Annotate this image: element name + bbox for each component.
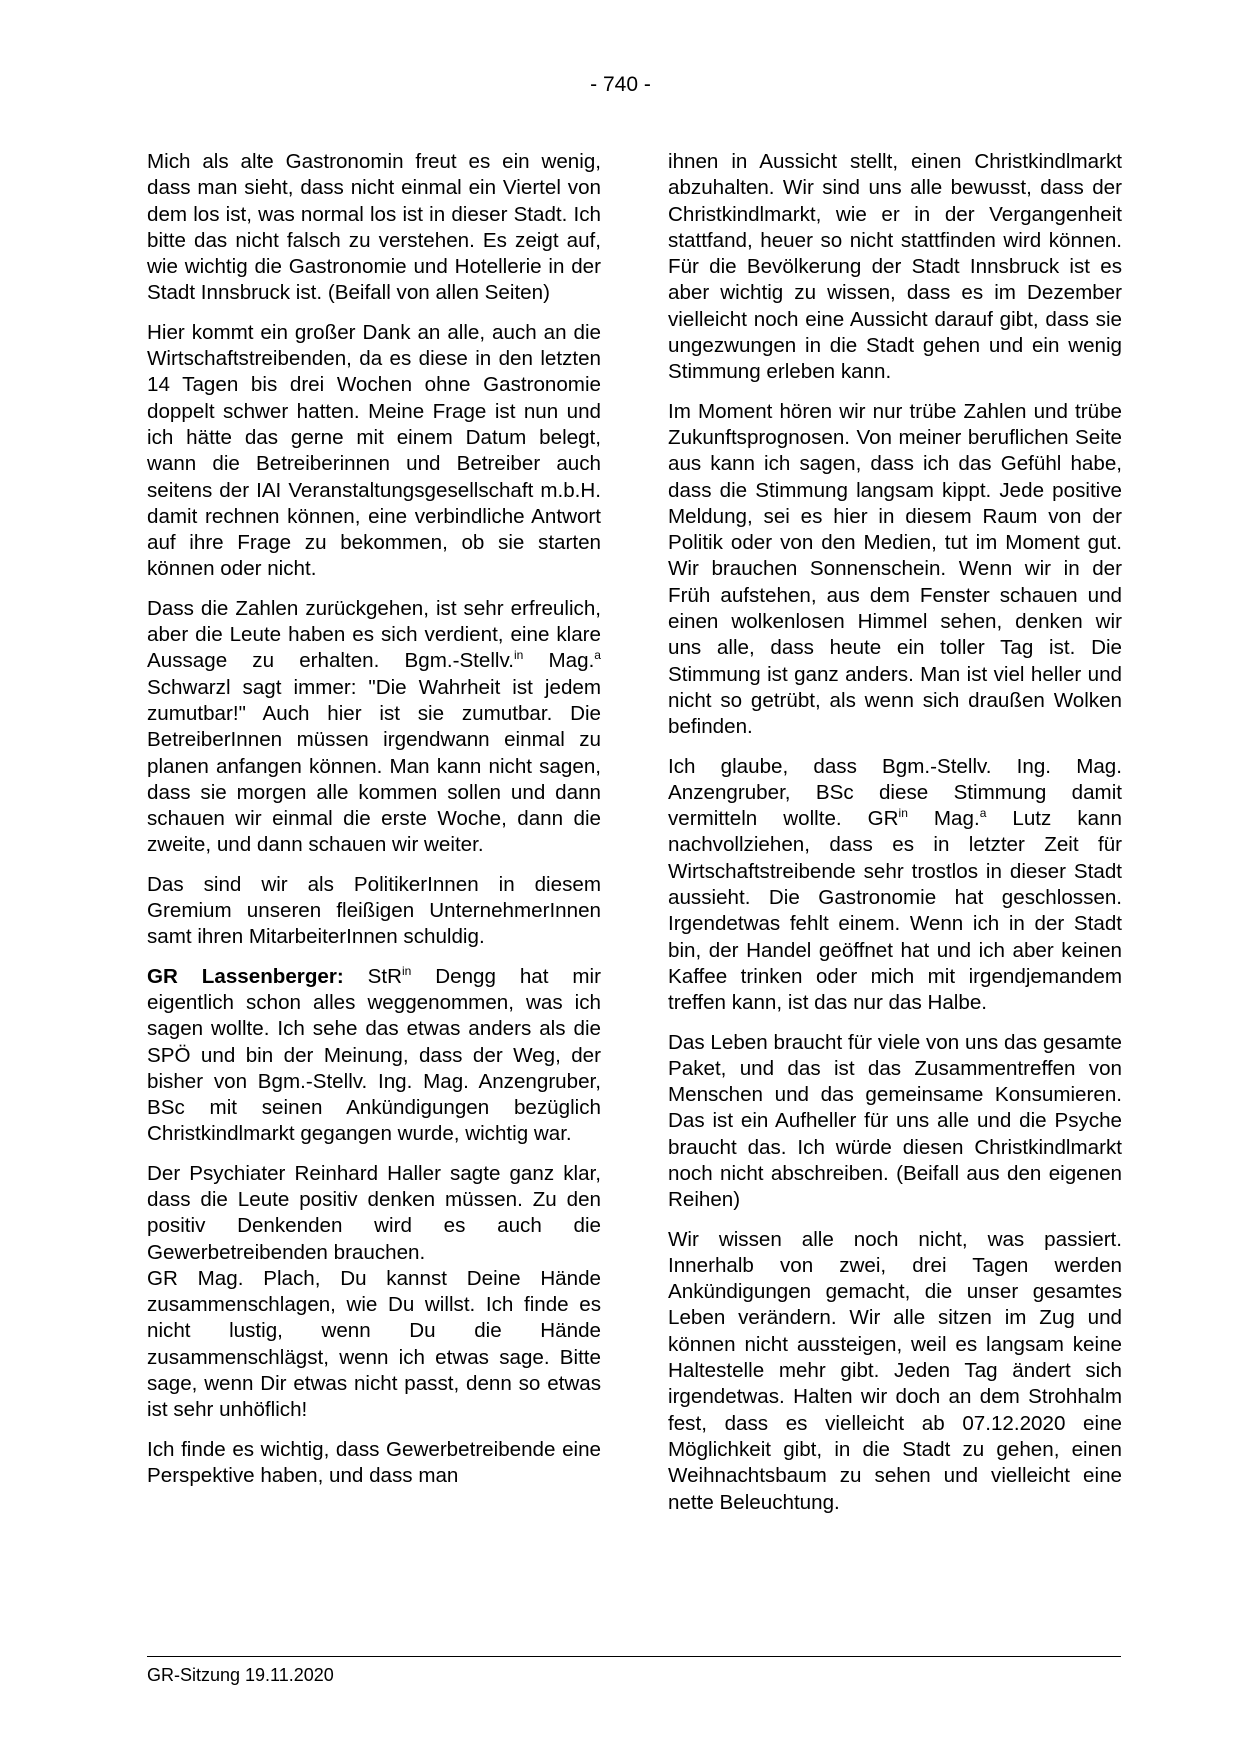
paragraph bbox=[147, 596, 601, 859]
paragraph: Wir wissen alle noch nicht, was passiert. Innerhalb von zwei, drei Tagen werden Ankündigungen gemacht, die unser gesamtes Leben verändern. Wir alle sitzen im Zug und können nicht aussteigen, weil es langsam keine Haltestelle mehr gibt. Jeden Tag ändert sich irgendetwas. Halten wir doch an dem Strohhalm fest, dass es vielleicht ab 07.12.2020 eine Möglichkeit gibt, in die Stadt zu gehen, einen Weihnachtsbaum zu sehen und vielleicht eine nette Beleuchtung. bbox=[668, 1227, 1122, 1514]
text-run: GR Mag. Plach, Du kannst Deine Hände zusammenschlagen, wie Du willst. Ich finde es nicht lustig, wenn Du die Hände zusammenschlägst, wenn ich etwas sage. Bitte sage, wenn Dir etwas nicht passt, denn so etwas ist sehr unhöflich! bbox=[147, 1266, 601, 1422]
paragraph: Mich als alte Gastronomin freut es ein wenig, dass man sieht, dass nicht einmal ein Viertel von dem los ist, was normal los ist in dieser Stadt. Ich bitte das nicht falsch zu verstehen. Es zeigt auf, wie wichtig die Gastronomie und Hotellerie in der Stadt Innsbruck ist. (Beifall von allen Seiten) bbox=[147, 150, 601, 305]
footer-text: GR-Sitzung 19.11.2020 bbox=[147, 1665, 334, 1685]
text-run: Dass die Zahlen zurückgehen, ist sehr erfreulich, aber die Leute haben es sich verdient, eine klare Aussage zu erhalten. Bgm.-Stellv. bbox=[147, 596, 601, 673]
superscript: in bbox=[514, 648, 524, 663]
text-run: Der Psychiater Reinhard Haller sagte ganz klar, dass die Leute positiv denken müssen. Zu den positiv Denkenden wird es auch die Gewerbetreibenden brauchen. bbox=[147, 1161, 601, 1264]
paragraph: ihnen in Aussicht stellt, einen Christkindlmarkt abzuhalten. Wir sind uns alle bewusst, dass der Christkindlmarkt, wie er in der Vergangenheit stattfand, heuer so nicht stattfinden wird können. Für die Bevölkerung der Stadt Innsbruck ist es aber wichtig zu wissen, dass es im Dezember vielleicht noch eine Aussicht darauf gibt, dass sie ungezwungen in die Stadt gehen und ein wenig Stimmung erleben kann. bbox=[668, 150, 1122, 384]
paragraph bbox=[668, 754, 1122, 1017]
paragraph: Hier kommt ein großer Dank an alle, auch an die Wirtschaftstreibenden, da es diese in den letzten 14 Tagen bis drei Wochen ohne Gastronomie doppelt schwer hatten. Meine Frage ist nun und ich hätte das gerne mit einem Datum belegt, wann die Betreiberinnen und Betreiber auch seitens der IAI Veranstaltungsgesellschaft m.b.H. damit rechnen können, eine verbindliche Antwort auf ihre Frage zu bekommen, ob sie starten können oder nicht. bbox=[147, 320, 601, 581]
text-run: Mag. bbox=[523, 649, 595, 673]
paragraph: Das Leben braucht für viele von uns das gesamte Paket, und das ist das Zusammentreffen von Menschen und das gemeinsame Konsumieren. Das ist ein Aufheller für uns alle und die Psyche braucht das. Ich würde diesen Christkindlmarkt noch nicht abschreiben. (Beifall aus den eigenen Reihen) bbox=[668, 1030, 1122, 1212]
paragraph bbox=[147, 964, 601, 1148]
text-run: Schwarzl sagt immer: "Die Wahrheit ist jedem zumutbar!" Auch hier ist sie zumutbar. Die BetreiberInnen müssen irgendwann einmal zu planen anfangen können. Man kann nicht sagen, dass sie morgen alle kommen sollen und dann schauen wir einmal die erste Woche, dann die zweite, und dann schauen wir weiter. bbox=[147, 675, 601, 857]
paragraph bbox=[147, 1161, 601, 1424]
page-number: - 740 - bbox=[590, 73, 651, 96]
right-column bbox=[668, 149, 1122, 1529]
footer-divider bbox=[147, 1656, 1121, 1657]
speaker-name: GR Lassenberger: bbox=[147, 964, 344, 988]
text-run: Mag. bbox=[907, 807, 980, 831]
text-run: Ich glaube, dass Bgm.-Stellv. Ing. Mag. Anzengruber, BSc diese Stimmung damit vermitteln wollte. GR bbox=[668, 754, 1122, 831]
paragraph: Ich finde es wichtig, dass Gewerbetreibende eine Perspektive haben, und dass man bbox=[147, 1437, 601, 1487]
superscript: a bbox=[594, 648, 601, 663]
text-run: Dengg hat mir eigentlich schon alles weggenommen, was ich sagen wollte. Ich sehe das etwas anders als die SPÖ und bin der Meinung, dass der Weg, der bisher von Bgm.-Stellv. Ing. Mag. Anzengruber, BSc mit seinen Ankündigungen bezüglich Christkindlmarkt gegangen wurde, wichtig war. bbox=[147, 964, 601, 1146]
text-run: StR bbox=[343, 964, 402, 988]
superscript: a bbox=[979, 806, 987, 821]
superscript: in bbox=[898, 806, 908, 821]
paragraph: Im Moment hören wir nur trübe Zahlen und trübe Zukunftsprognosen. Von meiner beruflichen Seite aus kann ich sagen, dass ich das Gefühl habe, dass die Stimmung langsam kippt. Jede positive Meldung, sei es hier in diesem Raum von der Politik oder von den Medien, tut im Moment gut. Wir brauchen Sonnenschein. Wenn wir in der Früh aufstehen, aus dem Fenster schauen und einen wolkenlosen Himmel sehen, denken wir uns alle, dass heute ein toller Tag ist. Die Stimmung ist ganz anders. Man ist viel heller und nicht so getrübt, als wenn sich draußen Wolken befinden. bbox=[668, 399, 1122, 739]
superscript: in bbox=[401, 963, 412, 978]
text-run: Lutz kann nachvollziehen, dass es in letzter Zeit für Wirtschaftstreibende sehr trostlos in dieser Stadt aussieht. Die Gastronomie hat geschlossen. Irgendetwas fehlt einem. Wenn ich in der Stadt bin, der Handel geöffnet hat und ich aber keinen Kaffee trinken oder mich mit irgendjemandem treffen kann, ist das nur das Halbe. bbox=[668, 807, 1122, 1015]
left-column bbox=[147, 149, 601, 1502]
paragraph: Das sind wir als PolitikerInnen in diesem Gremium unseren fleißigen UnternehmerInnen samt ihren MitarbeiterInnen schuldig. bbox=[147, 872, 601, 949]
